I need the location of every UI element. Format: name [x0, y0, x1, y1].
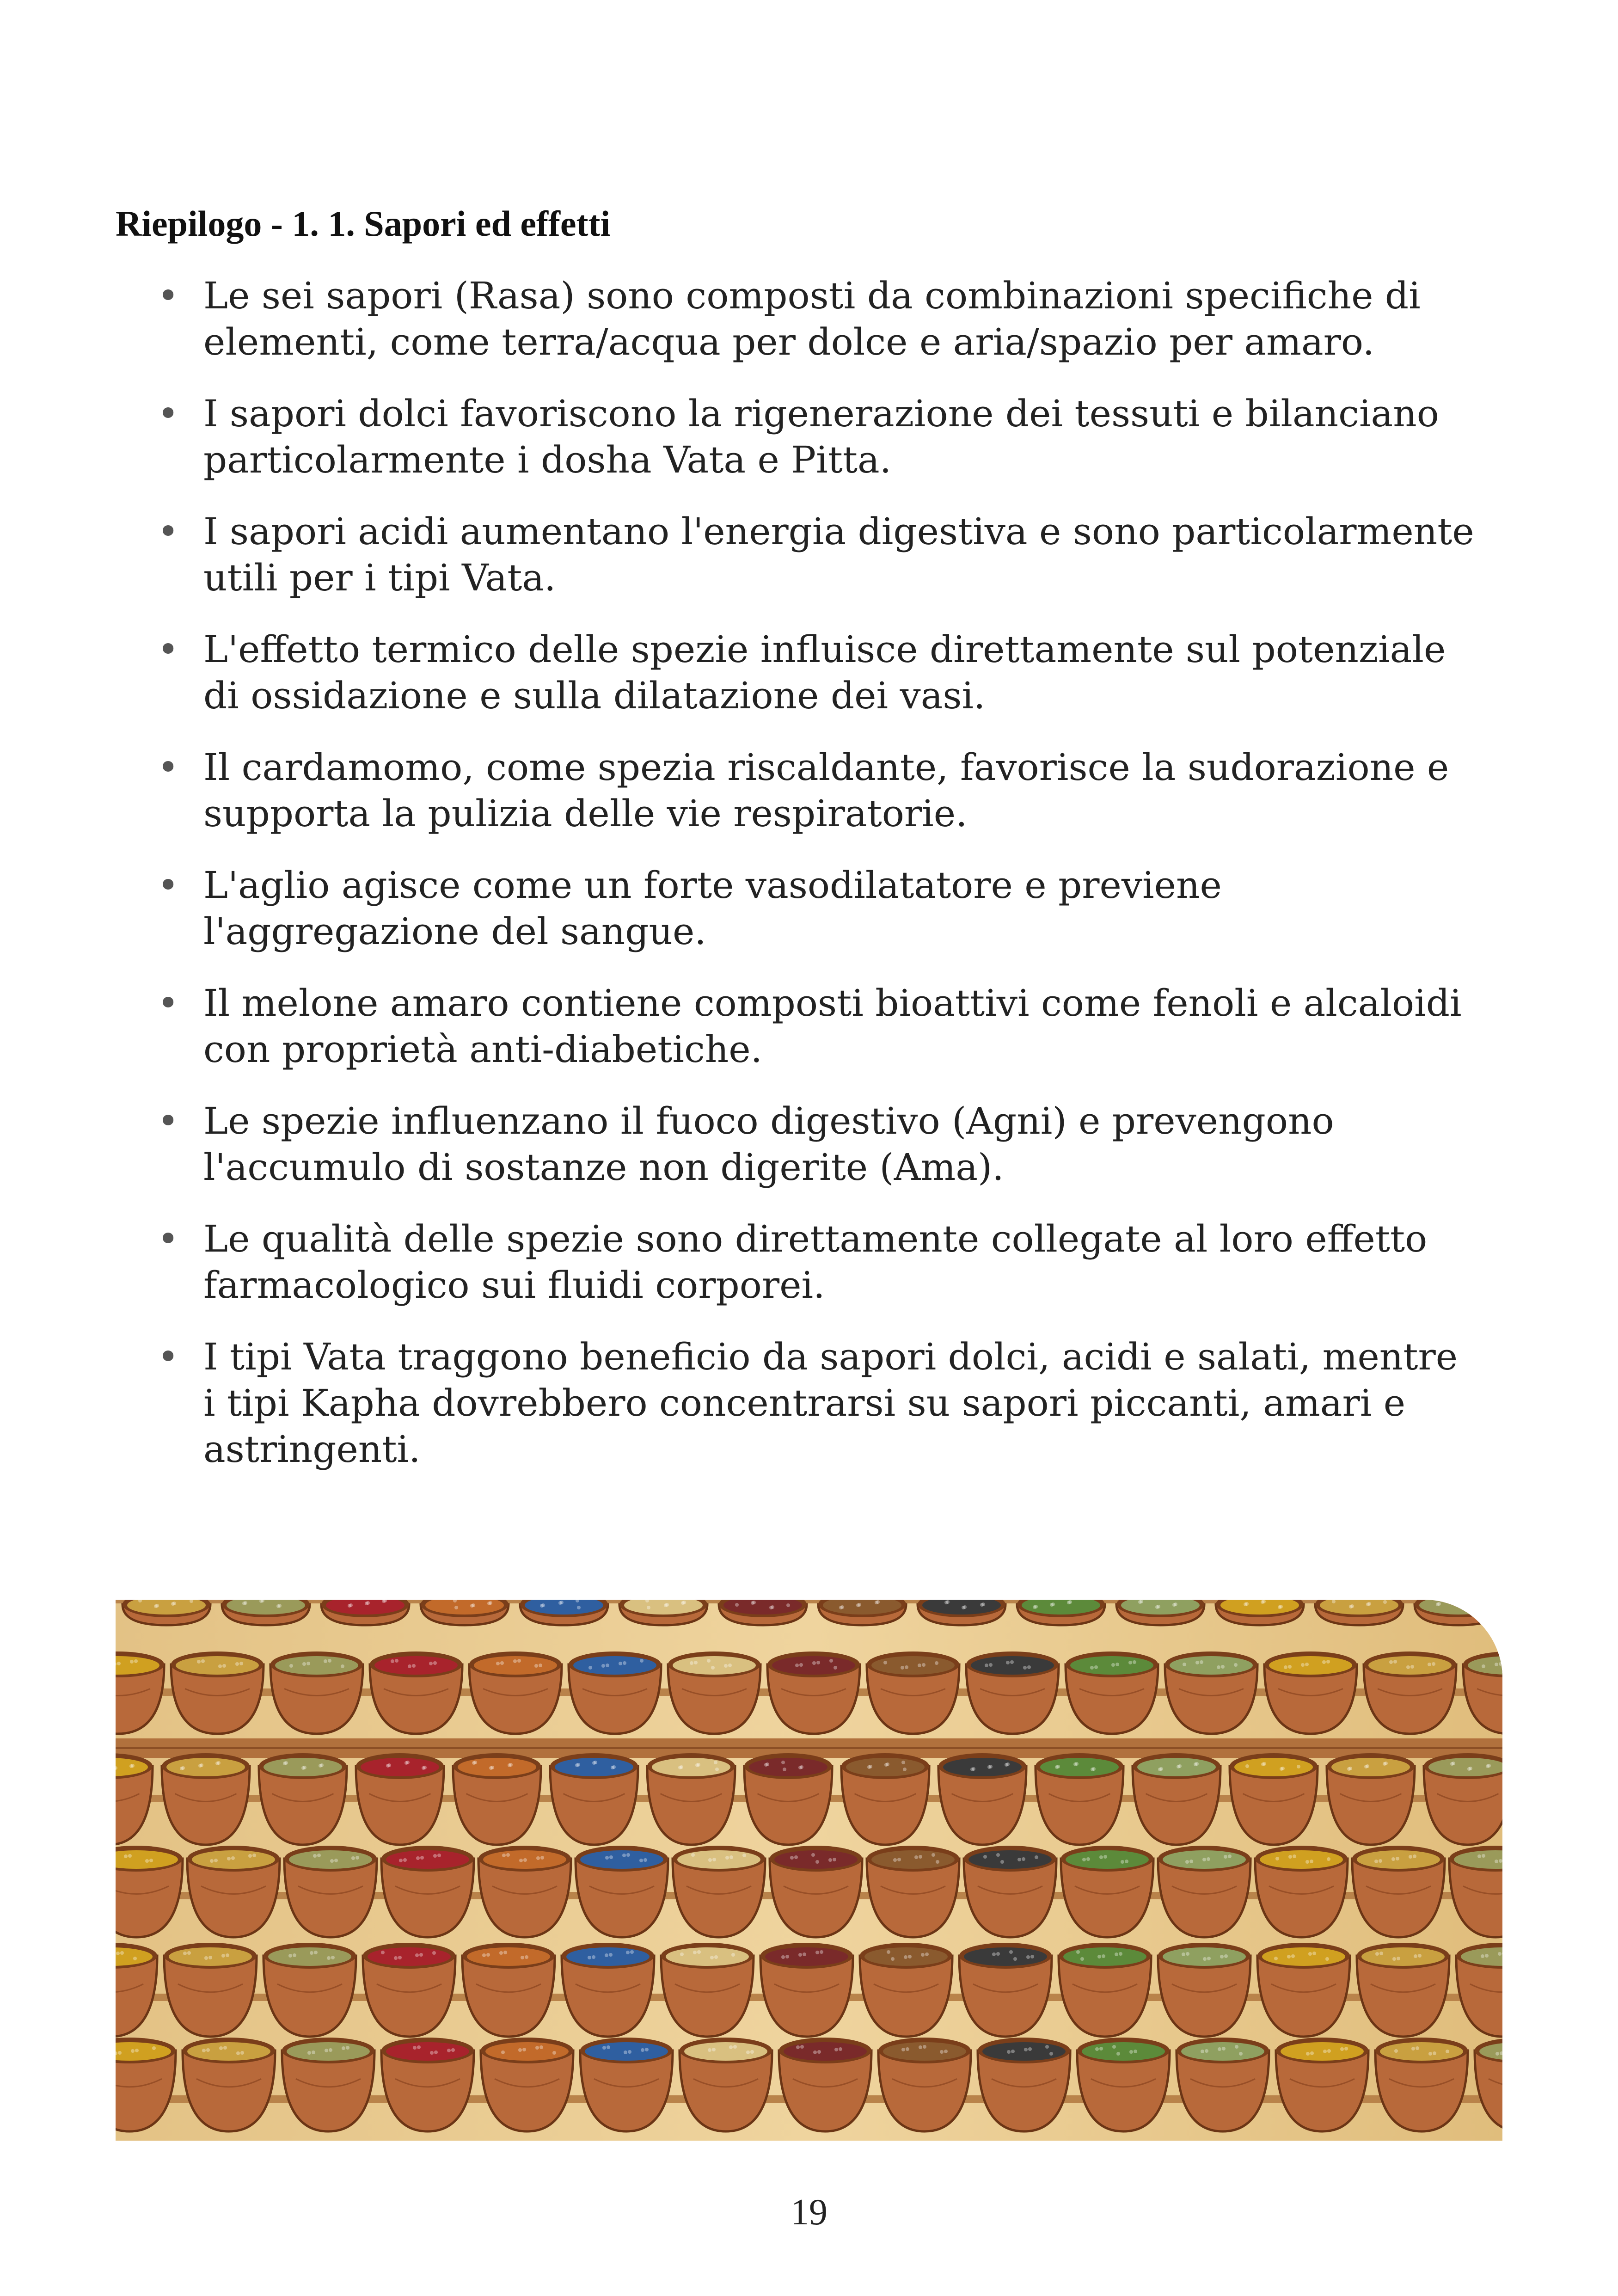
summary-item-line: Il melone amaro contiene composti bioattivi come fenoli e alcaloidi — [203, 982, 1462, 1025]
spice-bowl — [520, 1600, 608, 1625]
summary-item — [157, 1334, 1526, 1473]
bullet-icon: • — [157, 1099, 179, 1142]
spice-bowl — [966, 1651, 1059, 1734]
summary-item-line: I tipi Vata traggono beneficio da sapori dolci, acidi e salati, mentre — [203, 1335, 1458, 1378]
spice-bowl — [222, 1600, 310, 1625]
spice-bowl — [619, 1600, 707, 1625]
spice-bowl — [1165, 1651, 1257, 1734]
spice-bowl — [918, 1600, 1005, 1625]
spice-bowl — [668, 1651, 760, 1734]
bullet-icon: • — [157, 392, 179, 435]
summary-item — [157, 980, 1526, 1073]
spice-bowl — [171, 1651, 264, 1734]
spice-bowl — [1415, 1600, 1502, 1625]
spice-bowls-illustration — [116, 1600, 1502, 2141]
summary-item-line: l'accumulo di sostanze non digerite (Ama). — [203, 1146, 1004, 1189]
summary-item-line: L'effetto termico delle spezie influisce direttamente sul potenziale — [203, 628, 1446, 671]
summary-item — [157, 509, 1526, 601]
spice-bowl — [1315, 1600, 1403, 1625]
spice-bowl — [1364, 1651, 1456, 1734]
summary-item-line: astringenti. — [203, 1428, 421, 1471]
spice-bowl — [719, 1600, 807, 1625]
spice-bowl — [767, 1651, 860, 1734]
summary-item-line: i tipi Kapha dovrebbero concentrarsi su sapori piccanti, amari e — [203, 1381, 1406, 1424]
spice-bowl — [421, 1600, 509, 1625]
spice-bowl — [1017, 1600, 1105, 1625]
summary-item-line: Le qualità delle spezie sono direttamente collegate al loro effetto — [203, 1217, 1428, 1260]
summary-item-line: l'aggregazione del sangue. — [203, 910, 706, 953]
bullet-icon: • — [157, 1335, 179, 1378]
summary-item-line: supporta la pulizia delle vie respiratorie. — [203, 792, 968, 835]
page-number: 19 — [791, 2192, 827, 2233]
summary-item-line: elementi, come terra/acqua per dolce e aria/spazio per amaro. — [203, 320, 1375, 363]
spice-bowl — [1216, 1600, 1304, 1625]
spice-bowl — [370, 1651, 462, 1734]
spice-bowl — [818, 1600, 906, 1625]
summary-item — [157, 391, 1526, 483]
bullet-icon: • — [157, 1217, 179, 1260]
summary-item — [157, 1216, 1526, 1308]
spice-bowl — [867, 1651, 959, 1734]
summary-item-line: I sapori acidi aumentano l'energia digestiva e sono particolarmente — [203, 510, 1474, 553]
section-heading: Riepilogo - 1. 1. Sapori ed effetti — [116, 203, 611, 244]
summary-item-line: I sapori dolci favoriscono la rigenerazione dei tessuti e bilanciano — [203, 392, 1439, 435]
bullet-icon: • — [157, 982, 179, 1025]
spice-bowl — [569, 1651, 661, 1734]
summary-item-line: Le spezie influenzano il fuoco digestivo (Agni) e prevengono — [203, 1099, 1334, 1142]
summary-item-line: con proprietà anti-diabetiche. — [203, 1028, 763, 1071]
summary-item — [157, 744, 1526, 837]
bullet-icon: • — [157, 864, 179, 907]
spice-bowl — [469, 1651, 562, 1734]
spice-bowl — [321, 1600, 409, 1625]
summary-item-line: utili per i tipi Vata. — [203, 556, 556, 599]
summary-item — [157, 862, 1526, 955]
spice-bowl — [1264, 1651, 1357, 1734]
summary-list — [157, 273, 1526, 1498]
summary-item-line: di ossidazione e sulla dilatazione dei vasi. — [203, 674, 986, 717]
summary-item-line: farmacologico sui fluidi corporei. — [203, 1264, 825, 1307]
spice-bowl — [1066, 1651, 1158, 1734]
summary-item-line: Le sei sapori (Rasa) sono composti da combinazioni specifiche di — [203, 274, 1421, 317]
summary-item-line: L'aglio agisce come un forte vasodilatatore e previene — [203, 864, 1222, 907]
spice-bowl — [270, 1651, 363, 1734]
spice-bowl — [1116, 1600, 1204, 1625]
bullet-icon: • — [157, 510, 179, 553]
bullet-icon: • — [157, 274, 179, 317]
bullet-icon: • — [157, 746, 179, 789]
bullet-icon: • — [157, 628, 179, 671]
summary-item — [157, 626, 1526, 719]
summary-item-line: Il cardamomo, come spezia riscaldante, favorisce la sudorazione e — [203, 746, 1449, 789]
spice-bowl — [123, 1600, 210, 1625]
summary-item — [157, 1098, 1526, 1191]
summary-item-line: particolarmente i dosha Vata e Pitta. — [203, 438, 892, 481]
summary-item — [157, 273, 1526, 365]
